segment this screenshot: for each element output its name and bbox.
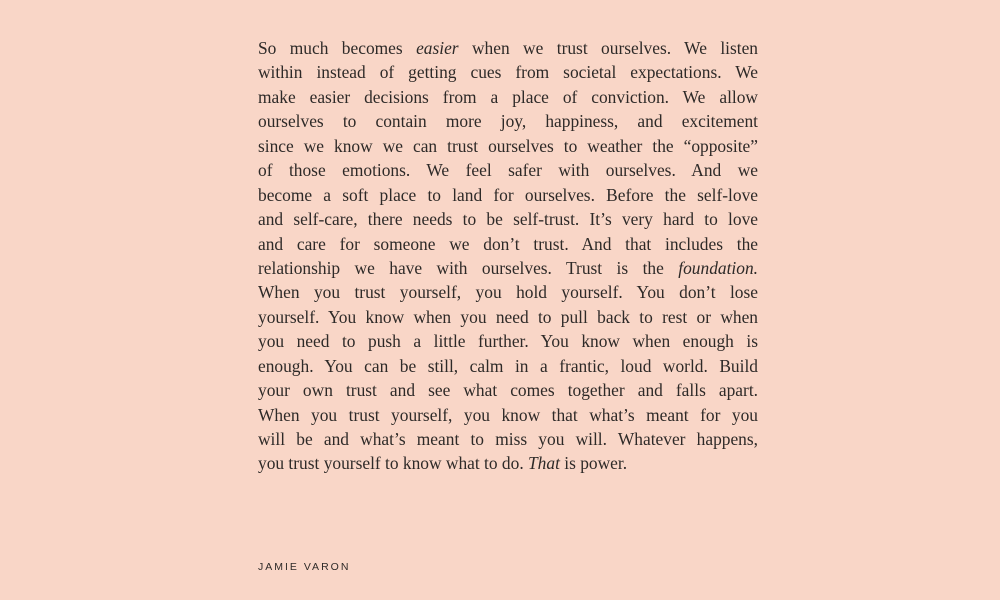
- quote-line: ourselves to contain more joy, happiness, and excitement: [258, 111, 758, 132]
- quote-line: within instead of getting cues from societal expectations. We: [258, 62, 758, 83]
- quote-line: you trust yourself to know what to do. That is power.: [258, 453, 628, 474]
- quote-line: When you trust yourself, you know that what’s meant for you: [258, 404, 758, 425]
- quote-line: become a soft place to land for ourselves. Before the self-love: [258, 184, 758, 205]
- quote-line: make easier decisions from a place of conviction. We allow: [258, 86, 758, 107]
- quote-line: will be and what’s meant to miss you will. Whatever happens,: [258, 429, 758, 449]
- quote-line: When you trust yourself, you hold yourself. You don’t lose: [258, 282, 758, 303]
- quote-line: you need to push a little further. You know when enough is: [258, 331, 758, 352]
- quote-line: of those emotions. We feel safer with ourselves. And we: [258, 160, 758, 181]
- quote-line: yourself. You know when you need to pull back to rest or when: [258, 306, 758, 327]
- quote-line: enough. You can be still, calm in a frantic, loud world. Build: [258, 355, 758, 376]
- quote-line: So much becomes easier when we trust ourselves. We listen: [258, 38, 758, 58]
- author-name: JAMIE VARON: [258, 561, 351, 573]
- quote-line: since we know we can trust ourselves to weather the “opposite”: [258, 135, 758, 156]
- quote-line: relationship we have with ourselves. Trust is the foundation.: [258, 257, 758, 278]
- quote-line: and care for someone we don’t trust. And that includes the: [258, 233, 758, 254]
- quote-line: your own trust and see what comes together and falls apart.: [258, 380, 758, 401]
- quote-text: [258, 36, 758, 476]
- quote-line: and self-care, there needs to be self-trust. It’s very hard to love: [258, 209, 758, 230]
